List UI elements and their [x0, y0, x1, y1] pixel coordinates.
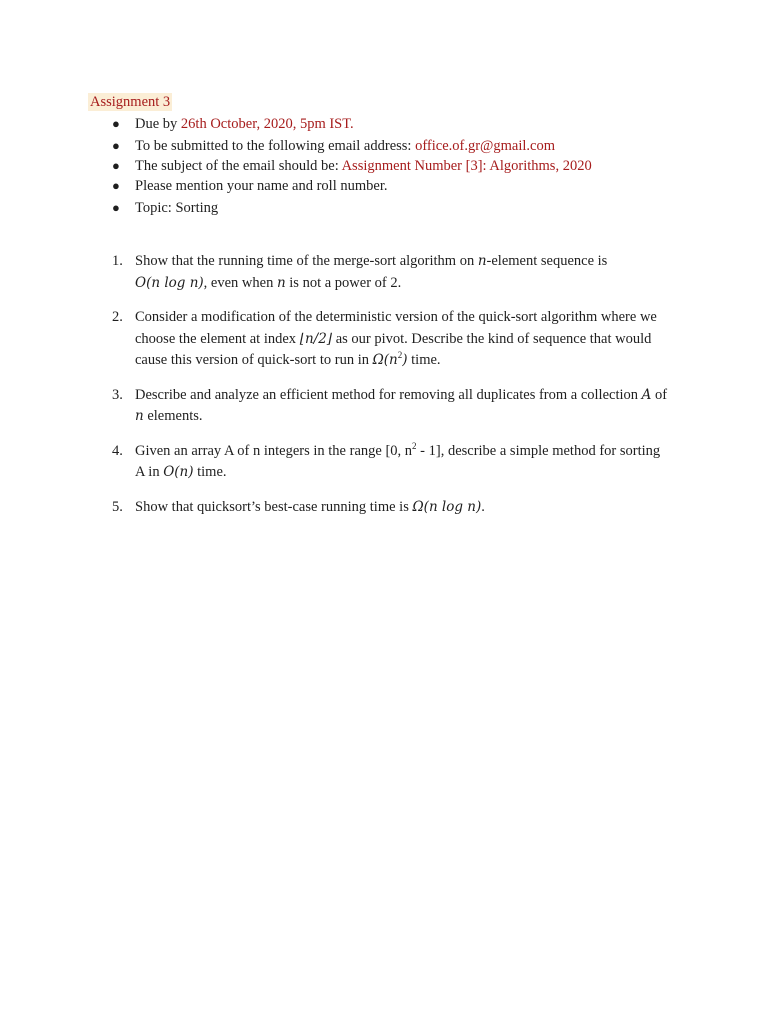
question-number: 3.	[112, 386, 123, 403]
due-label: Due by	[135, 116, 181, 132]
info-item-submit	[110, 136, 592, 156]
math-expression: )	[402, 352, 408, 368]
due-value: 26th October, 2020, 5pm IST.	[180, 116, 354, 132]
submit-label: To be submitted to the following email address:	[135, 138, 416, 154]
math-superscript: 2	[397, 350, 403, 361]
question-number: 5.	[112, 498, 123, 515]
math-expression: Ω(n	[372, 352, 398, 368]
info-item-due	[110, 114, 592, 134]
question-text: of	[651, 386, 668, 403]
question-text: .	[481, 498, 485, 515]
question-list	[110, 251, 670, 531]
math-var: n	[276, 274, 286, 291]
question-text: - 1], describe a simple method for sorting A in	[135, 442, 661, 480]
math-var: A	[641, 386, 652, 403]
info-item-subject	[110, 156, 592, 176]
question-item-4	[110, 441, 670, 484]
math-expression: ⌊n/2⌋	[299, 330, 333, 347]
question-number: 2.	[112, 309, 123, 325]
question-item-3	[110, 385, 670, 428]
subject-label: The subject of the email should be:	[135, 158, 342, 174]
question-number: 4.	[112, 442, 123, 459]
math-var: n	[135, 408, 144, 424]
question-text: as our pivot. Describe the kind of sequence that would cause this version of quick-sort to run in	[135, 330, 652, 368]
bullet-icon: ●	[112, 138, 120, 153]
question-text: Show that the running time of the merge-sort algorithm on	[135, 253, 478, 269]
bullet-icon: ●	[112, 178, 120, 193]
question-item-5	[110, 497, 670, 519]
question-text: Consider a modification of the deterministic version of the quick-sort algorithm where we choose the element at index	[135, 309, 657, 347]
info-item-topic	[110, 198, 592, 218]
question-text: elements.	[143, 408, 203, 424]
question-text: time.	[193, 464, 227, 480]
bullet-icon: ●	[112, 116, 120, 131]
question-text: Describe and analyze an efficient method for removing all duplicates from a collection	[135, 386, 642, 403]
info-item-mention	[110, 176, 592, 196]
subject-value: Assignment Number [3]: Algorithms, 2020	[341, 158, 592, 174]
bullet-icon: ●	[112, 158, 120, 173]
question-text: -element sequence is	[486, 253, 608, 269]
question-text: is not a power of 2.	[285, 274, 402, 291]
topic-text: Topic: Sorting	[135, 200, 219, 216]
mention-text: Please mention your name and roll number.	[135, 178, 388, 194]
question-text: Given an array A of n integers in the range [0, n	[135, 442, 413, 459]
question-number: 1.	[112, 253, 123, 269]
math-superscript: 2	[412, 440, 417, 451]
math-expression: O(n log n)	[135, 274, 204, 291]
math-expression: O(n)	[163, 464, 194, 480]
submit-email-link[interactable]: office.of.gr@gmail.com	[415, 138, 555, 154]
math-var: n	[477, 253, 487, 269]
assignment-title: Assignment 3	[90, 94, 171, 110]
question-text: Show that quicksort’s best-case running time is	[135, 498, 413, 515]
question-item-1	[110, 251, 670, 294]
question-text: time.	[407, 352, 441, 368]
bullet-icon: ●	[112, 200, 120, 215]
question-item-2	[110, 307, 670, 372]
math-expression: Ω(n log n)	[412, 498, 482, 515]
info-list	[110, 114, 592, 218]
question-text: , even when	[203, 274, 277, 291]
